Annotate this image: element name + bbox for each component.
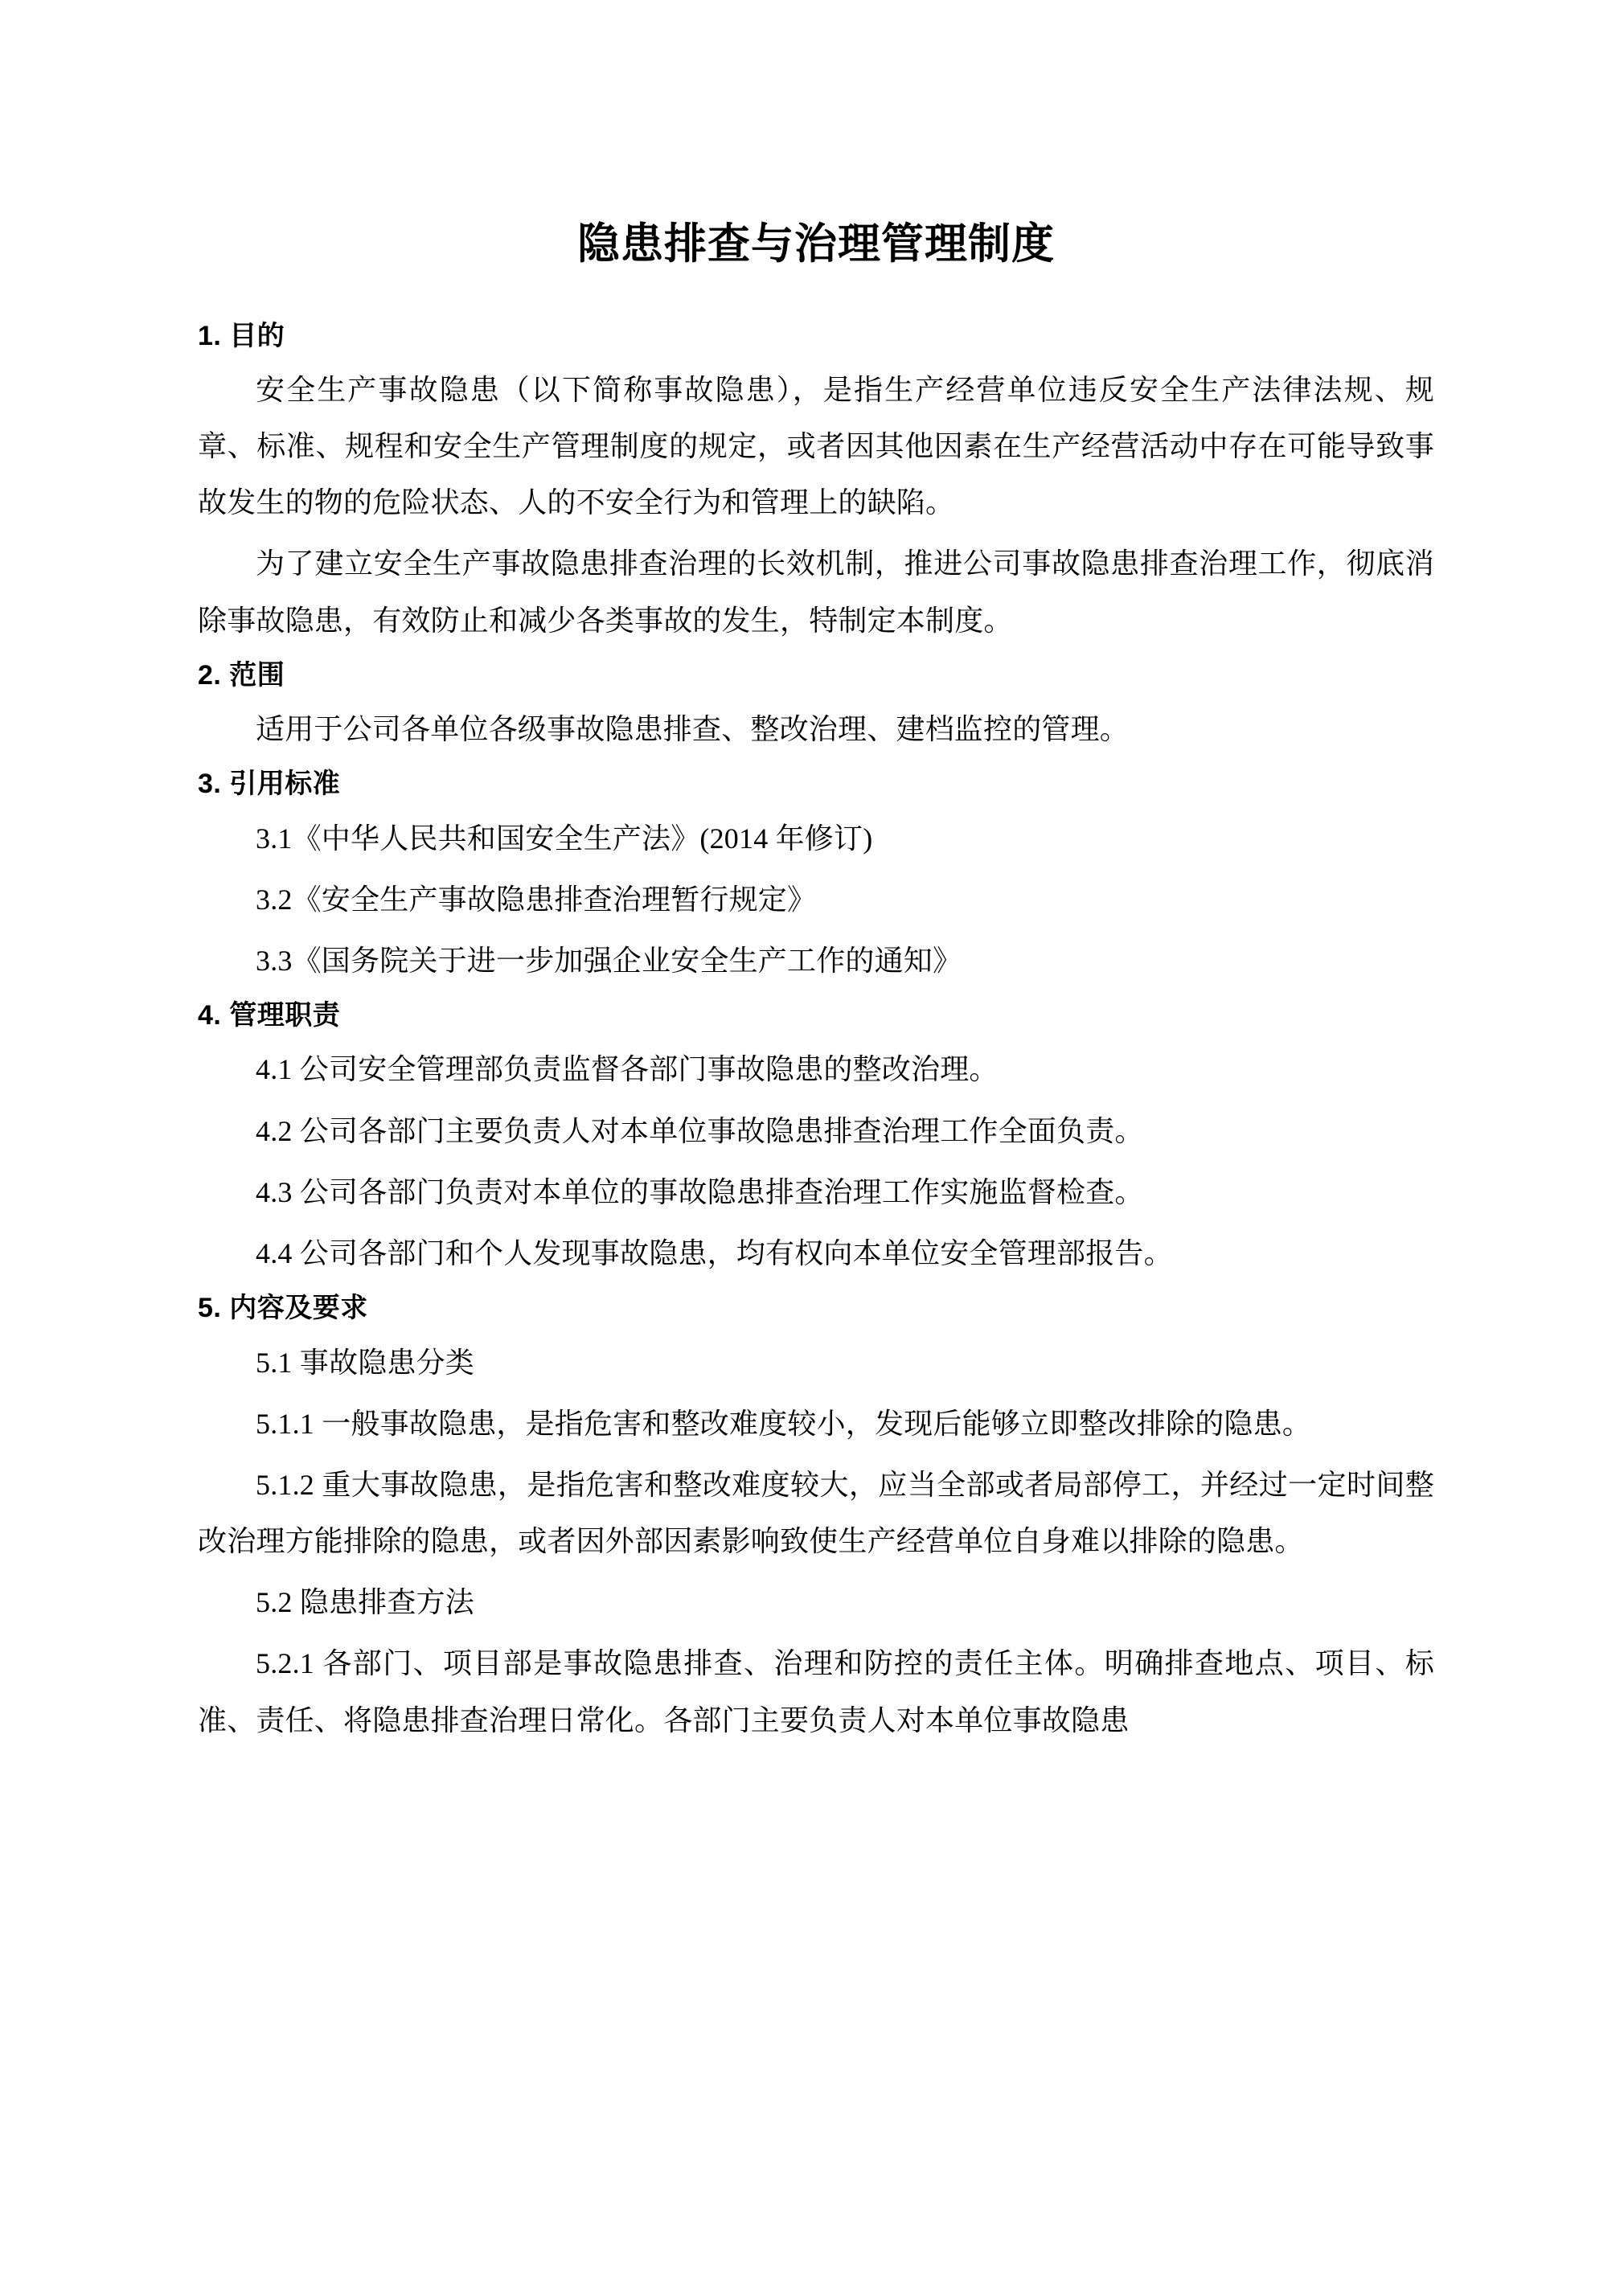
clause-5-2: 5.2 隐患排查方法 — [256, 1586, 475, 1619]
section-references — [198, 760, 1434, 991]
clause-3-2: 3.2《安全生产事故隐患排查治理暂行规定》 — [256, 883, 817, 916]
paragraph: 为了建立安全生产事故隐患排查治理的长效机制，推进公司事故隐患排查治理工作，彻底消除事故隐患，有效防止和减少各类事故的发生，特制定本制度。 — [198, 547, 1434, 637]
clause-4-4: 4.4 公司各部门和个人发现事故隐患，均有权向本单位安全管理部报告。 — [256, 1237, 1173, 1270]
clause-5-1-2: 5.1.2 重大事故隐患，是指危害和整改难度较大，应当全部或者局部停工，并经过一定时间整改治理方能排除的隐患，或者因外部因素影响致使生产经营单位自身难以排除的隐患。 — [198, 1468, 1434, 1558]
clause-4-2: 4.2 公司各部门主要负责人对本单位事故隐患排查治理工作全面负责。 — [256, 1114, 1144, 1147]
clause-3-3: 3.3《国务院关于进一步加强企业安全生产工作的通知》 — [256, 944, 962, 977]
clause-3-1: 3.1《中华人民共和国安全生产法》(2014 年修订) — [256, 822, 873, 855]
section-heading-purpose: 1. 目的 — [198, 320, 285, 351]
section-scope — [198, 651, 1434, 760]
page-title: 隐患排查与治理管理制度 — [577, 220, 1055, 268]
paragraph: 适用于公司各单位各级事故隐患排查、整改治理、建档监控的管理。 — [256, 713, 1130, 746]
clause-5-2-1: 5.2.1 各部门、项目部是事故隐患排查、治理和防控的责任主体。明确排查地点、项目、标准、责任、将隐患排查治理日常化。各部门主要负责人对本单位事故隐患 — [198, 1647, 1434, 1736]
section-purpose — [198, 312, 1434, 651]
clause-5-1-1: 5.1.1 一般事故隐患，是指危害和整改难度较小，发现后能够立即整改排除的隐患。 — [256, 1407, 1312, 1440]
clause-4-1: 4.1 公司安全管理部负责监督各部门事故隐患的整改治理。 — [256, 1053, 999, 1086]
section-responsibilities — [198, 991, 1434, 1284]
section-heading-references: 3. 引用标准 — [198, 769, 341, 800]
clause-5-1: 5.1 事故隐患分类 — [256, 1346, 475, 1379]
clause-4-3: 4.3 公司各部门负责对本单位的事故隐患排查治理工作实施监督检查。 — [256, 1175, 1144, 1208]
section-content-requirements — [198, 1284, 1434, 1751]
section-heading-content-requirements: 5. 内容及要求 — [198, 1293, 368, 1324]
paragraph: 安全生产事故隐患（以下简称事故隐患），是指生产经营单位违反安全生产法律法规、规章、标准、规程和安全生产管理制度的规定，或者因其他因素在生产经营活动中存在可能导致事故发生的物的危险状态、人的不安全行为和管理上的缺陷。 — [198, 373, 1434, 519]
section-heading-scope: 2. 范围 — [198, 659, 285, 691]
section-heading-responsibilities: 4. 管理职责 — [198, 1000, 341, 1031]
